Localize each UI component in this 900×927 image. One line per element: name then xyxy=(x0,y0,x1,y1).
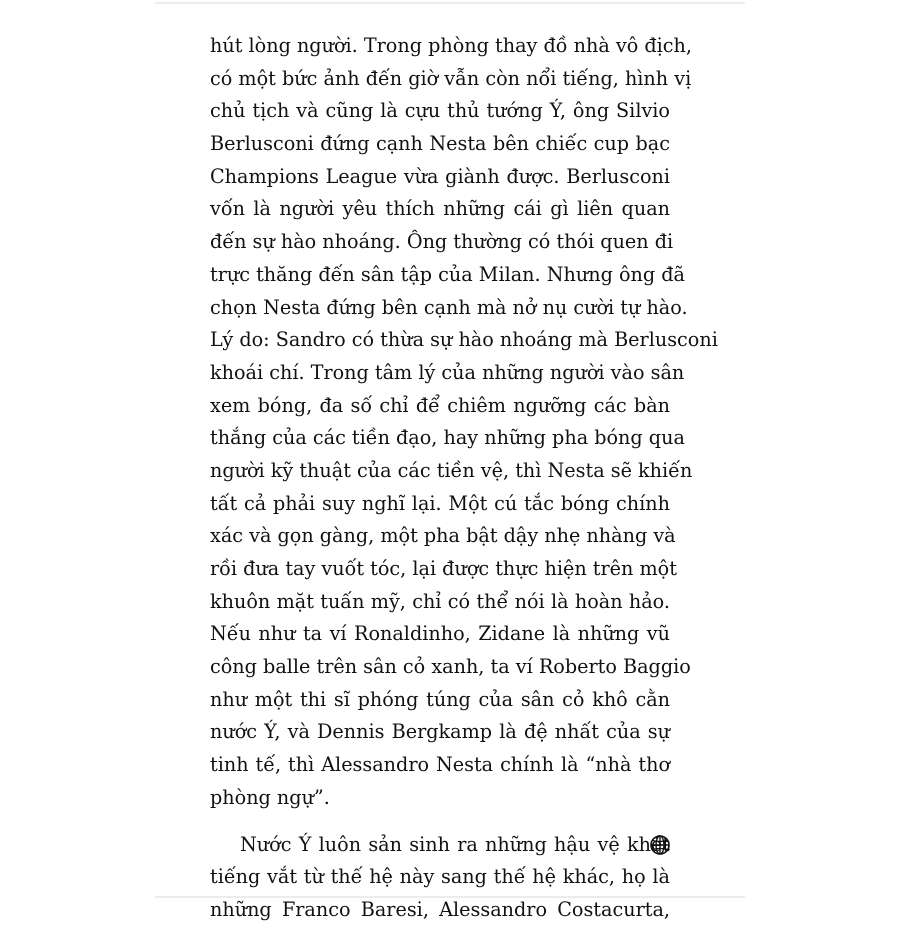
text-line: Lý do: Sandro có thừa sự hào nhoáng mà Berlusconi xyxy=(210,328,718,352)
text-line: chủ tịch và cũng là cựu thủ tướng Ý, ông Silvio xyxy=(210,99,670,123)
globe-icon xyxy=(649,834,671,856)
paragraph-1 xyxy=(210,30,718,815)
text-line: vốn là người yêu thích những cái gì liên quan xyxy=(210,197,670,221)
text-line: thắng của các tiền đạo, hay những pha bóng qua xyxy=(210,426,685,450)
page-text xyxy=(210,30,718,927)
text-line: nước Ý, và Dennis Bergkamp là đệ nhất của sự xyxy=(210,720,670,744)
text-line: rồi đưa tay vuốt tóc, lại được thực hiện trên một xyxy=(210,557,677,580)
page-edge-top xyxy=(155,2,745,4)
text-line: tinh tế, thì Alessandro Nesta chính là “nhà thơ xyxy=(210,753,670,777)
text-line: tiếng vắt từ thế hệ này sang thế hệ khác, họ là xyxy=(210,865,670,889)
text-line: có một bức ảnh đến giờ vẫn còn nổi tiếng, hình vị xyxy=(210,66,692,90)
text-line: xem bóng, đa số chỉ để chiêm ngưỡng các bàn xyxy=(210,393,670,417)
text-line: phòng ngự”. xyxy=(210,785,330,809)
text-line: Berlusconi đứng cạnh Nesta bên chiếc cup bạc xyxy=(210,132,670,156)
text-line: tất cả phải suy nghĩ lại. Một cú tắc bóng chính xyxy=(210,491,670,515)
text-line: đến sự hào nhoáng. Ông thường có thói quen đi xyxy=(210,230,674,254)
text-line: những Franco Baresi, Alessandro Costacurta, xyxy=(210,897,670,921)
text-line: xác và gọn gàng, một pha bật dậy nhẹ nhàng và xyxy=(210,524,676,548)
text-line: Nước Ý luôn sản sinh ra những hậu vệ khét xyxy=(240,832,670,856)
paragraph-2 xyxy=(210,829,670,927)
text-line: Champions League vừa giành được. Berlusconi xyxy=(210,164,670,188)
text-line: chọn Nesta đứng bên cạnh mà nở nụ cười tự hào. xyxy=(210,295,688,319)
text-line: hút lòng người. Trong phòng thay đồ nhà vô địch, xyxy=(210,34,692,57)
text-line: khuôn mặt tuấn mỹ, chỉ có thể nói là hoàn hảo. xyxy=(210,589,670,613)
text-line: trực thăng đến sân tập của Milan. Nhưng ông đã xyxy=(210,262,685,286)
text-line: như một thi sĩ phóng túng của sân cỏ khô cằn xyxy=(210,687,670,711)
text-line: người kỹ thuật của các tiền vệ, thì Nesta sẽ khiến xyxy=(210,458,693,482)
text-line: khoái chí. Trong tâm lý của những người vào sân xyxy=(210,360,685,384)
paragraph-gap xyxy=(210,815,670,829)
text-line: Nếu như ta ví Ronaldinho, Zidane là những vũ xyxy=(210,622,670,646)
text-line: công balle trên sân cỏ xanh, ta ví Roberto Baggio xyxy=(210,655,691,679)
page-edge-bottom xyxy=(155,896,745,898)
